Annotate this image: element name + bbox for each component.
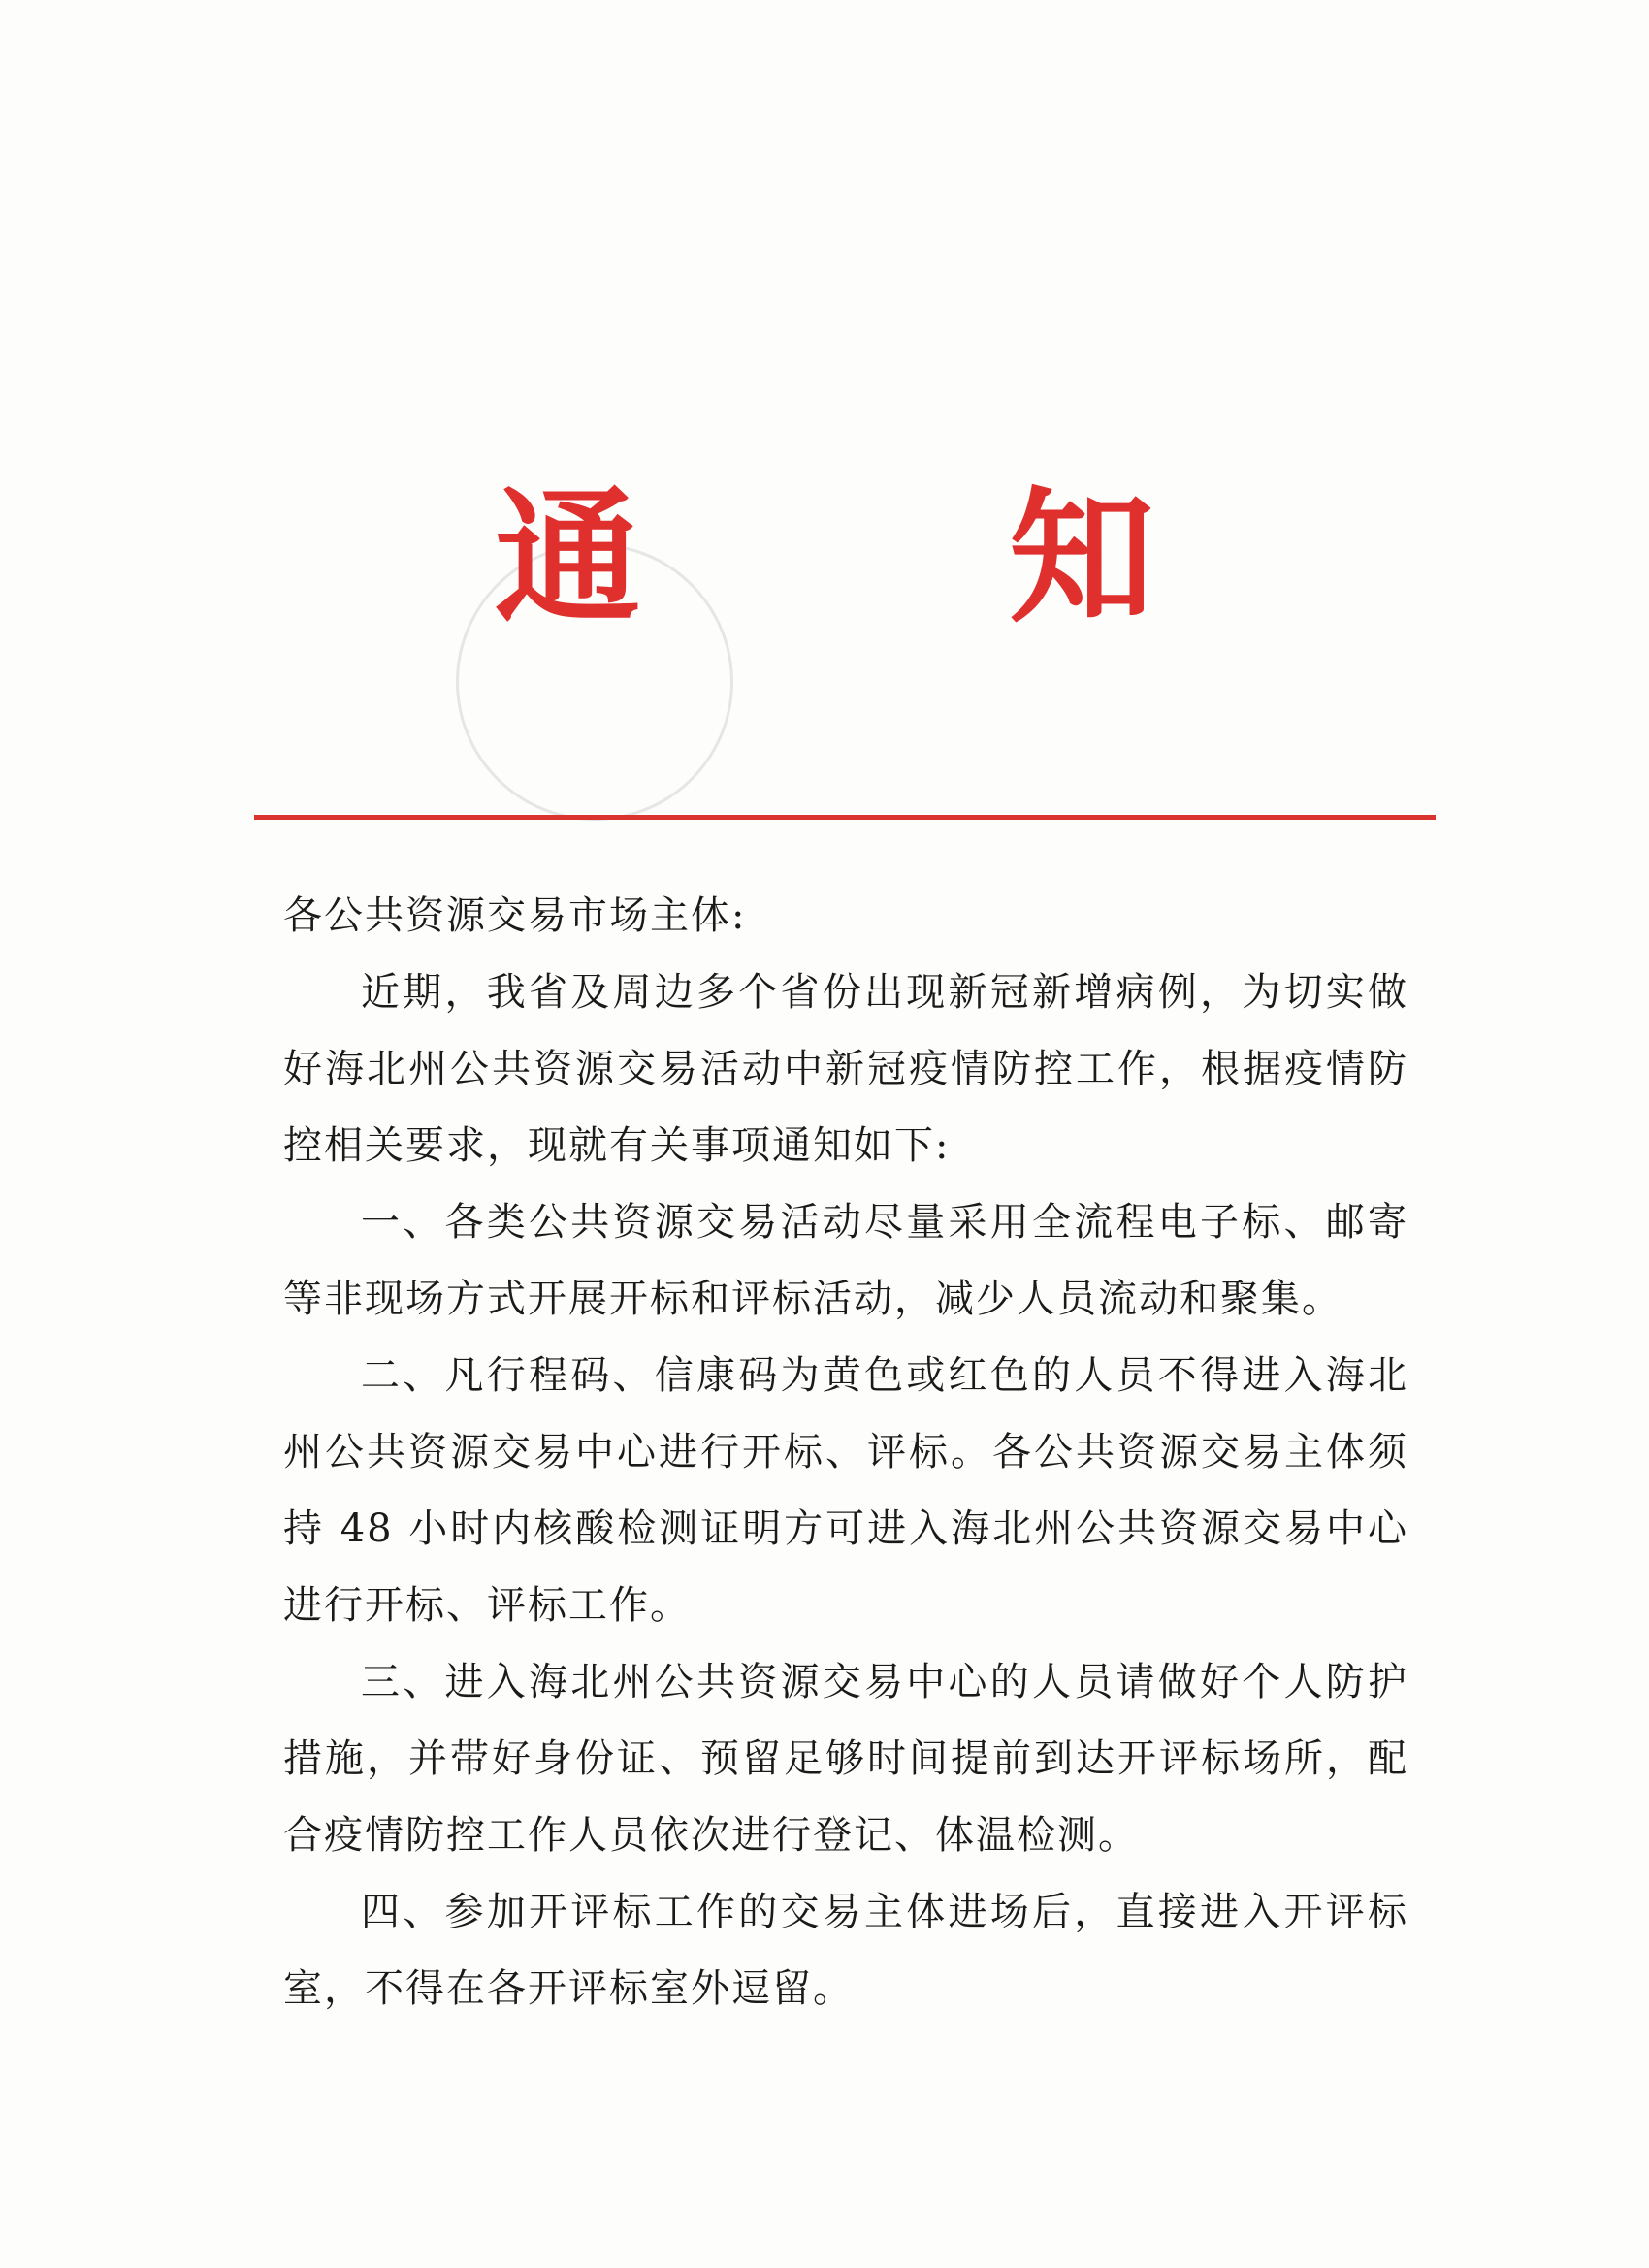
paragraph-item-2: 二、凡行程码、信康码为黄色或红色的人员不得进入海北州公共资源交易中心进行开标、评标。各公共资源交易主体须持 48 小时内核酸检测证明方可进入海北州公共资源交易中心进行开标、评标工作。 <box>283 1353 1408 1628</box>
salutation: 各公共资源交易市场主体: <box>283 893 747 938</box>
paragraph-item-1: 一、各类公共资源交易活动尽量采用全流程电子标、邮寄等非现场方式开展开标和评标活动，减少人员流动和聚集。 <box>283 1200 1408 1321</box>
red-divider-line <box>254 815 1436 820</box>
paragraph-item-4: 四、参加开评标工作的交易主体进场后，直接进入开评标室，不得在各开评标室外逗留。 <box>283 1890 1408 2011</box>
title-char-tong: 通 <box>495 472 641 643</box>
paragraph-intro: 近期，我省及周边多个省份出现新冠新增病例，为切实做好海北州公共资源交易活动中新冠疫情防控工作，根据疫情防控相关要求，现就有关事项通知如下: <box>283 970 1408 1168</box>
title-char-zhi: 知 <box>1009 472 1155 643</box>
document-title <box>0 472 1649 643</box>
document-body <box>283 878 1408 2027</box>
paragraph-item-3: 三、进入海北州公共资源交易中心的人员请做好个人防护措施，并带好身份证、预留足够时间提前到达开评标场所，配合疫情防控工作人员依次进行登记、体温检测。 <box>283 1660 1408 1858</box>
